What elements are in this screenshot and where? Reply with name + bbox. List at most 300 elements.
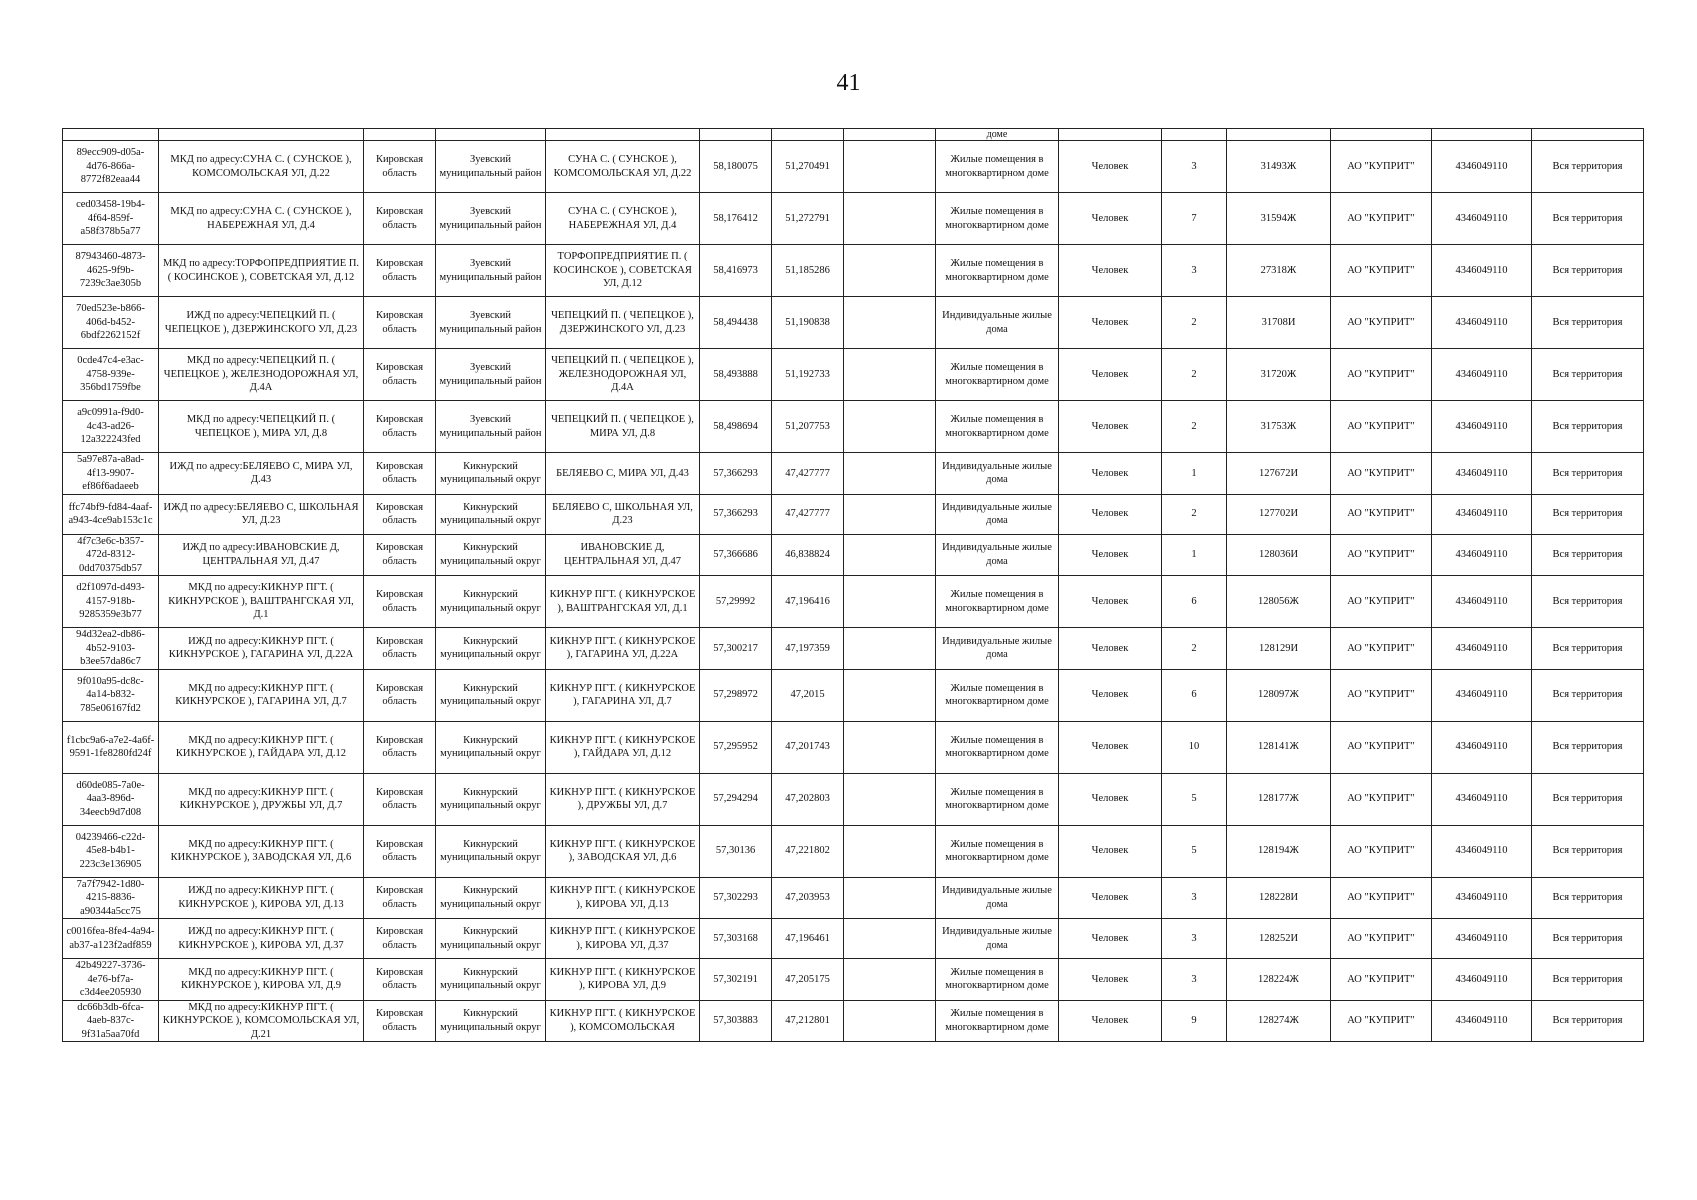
address-cell: КИКНУР ПГТ. ( КИКНУРСКОЕ ), ГАЙДАРА УЛ, Д.12	[546, 721, 700, 773]
object-code-cell: 31753Ж	[1227, 401, 1331, 453]
object-code-cell: 128252И	[1227, 919, 1331, 959]
latitude-cell: 57,29992	[700, 576, 772, 628]
empty-cell	[844, 534, 936, 576]
inn-cell: 4346049110	[1432, 919, 1532, 959]
latitude-cell: 58,494438	[700, 297, 772, 349]
object-type-cell: Жилые помещения в многоквартирном доме	[936, 825, 1059, 877]
object-code-cell: 31493Ж	[1227, 141, 1331, 193]
longitude-cell: 47,197359	[772, 628, 844, 670]
record-id-cell: d2f1097d-d493-4157-918b-9285359e3b77	[63, 576, 159, 628]
object-code-cell: 127672И	[1227, 453, 1331, 495]
longitude-cell: 47,212801	[772, 1000, 844, 1042]
header-cell	[159, 129, 364, 141]
organization-cell: АО "КУПРИТ"	[1331, 721, 1432, 773]
table-row	[63, 349, 1644, 401]
unit-cell: Человек	[1059, 959, 1162, 1001]
table-row	[63, 401, 1644, 453]
record-id-cell: 9f010a95-dc8c-4a14-b832-785e06167fd2	[63, 669, 159, 721]
inn-cell: 4346049110	[1432, 825, 1532, 877]
organization-cell: АО "КУПРИТ"	[1331, 825, 1432, 877]
region-cell: Кировская область	[364, 193, 436, 245]
table-row	[63, 494, 1644, 534]
unit-cell: Человек	[1059, 494, 1162, 534]
organization-cell: АО "КУПРИТ"	[1331, 919, 1432, 959]
territory-cell: Вся территория	[1532, 959, 1644, 1001]
territory-cell: Вся территория	[1532, 576, 1644, 628]
inn-cell: 4346049110	[1432, 959, 1532, 1001]
unit-cell: Человек	[1059, 669, 1162, 721]
latitude-cell: 58,498694	[700, 401, 772, 453]
table-row	[63, 721, 1644, 773]
latitude-cell: 57,302293	[700, 877, 772, 919]
region-cell: Кировская область	[364, 245, 436, 297]
record-id-cell: 5a97e87a-a8ad-4f13-9907-ef86f6adaeeb	[63, 453, 159, 495]
region-cell: Кировская область	[364, 877, 436, 919]
header-cell	[844, 129, 936, 141]
address-cell: КИКНУР ПГТ. ( КИКНУРСКОЕ ), ВАШТРАНГСКАЯ УЛ, Д.1	[546, 576, 700, 628]
territory-cell: Вся территория	[1532, 349, 1644, 401]
table-row	[63, 534, 1644, 576]
table-row	[63, 297, 1644, 349]
longitude-cell: 47,196416	[772, 576, 844, 628]
inn-cell: 4346049110	[1432, 628, 1532, 670]
region-cell: Кировская область	[364, 1000, 436, 1042]
address-cell: СУНА С. ( СУНСКОЕ ), НАБЕРЕЖНАЯ УЛ, Д.4	[546, 193, 700, 245]
header-cell	[364, 129, 436, 141]
object-code-cell: 128228И	[1227, 877, 1331, 919]
object-type-cell: Жилые помещения в многоквартирном доме	[936, 721, 1059, 773]
object-type-cell: Жилые помещения в многоквартирном доме	[936, 401, 1059, 453]
territory-cell: Вся территория	[1532, 773, 1644, 825]
address-cell: КИКНУР ПГТ. ( КИКНУРСКОЕ ), ГАГАРИНА УЛ, Д.7	[546, 669, 700, 721]
latitude-cell: 58,176412	[700, 193, 772, 245]
organization-cell: АО "КУПРИТ"	[1331, 773, 1432, 825]
header-cell	[1059, 129, 1162, 141]
record-id-cell: 0cde47c4-e3ac-4758-939e-356bd1759fbe	[63, 349, 159, 401]
object-name-cell: МКД по адресу:КИКНУР ПГТ. ( КИКНУРСКОЕ ), ЗАВОДСКАЯ УЛ, Д.6	[159, 825, 364, 877]
empty-cell	[844, 919, 936, 959]
count-cell: 2	[1162, 349, 1227, 401]
unit-cell: Человек	[1059, 773, 1162, 825]
inn-cell: 4346049110	[1432, 576, 1532, 628]
organization-cell: АО "КУПРИТ"	[1331, 193, 1432, 245]
object-type-cell: Индивидуальные жилые дома	[936, 453, 1059, 495]
region-cell: Кировская область	[364, 825, 436, 877]
unit-cell: Человек	[1059, 245, 1162, 297]
object-type-cell: Жилые помещения в многоквартирном доме	[936, 141, 1059, 193]
address-cell: ИВАНОВСКИЕ Д, ЦЕНТРАЛЬНАЯ УЛ, Д.47	[546, 534, 700, 576]
object-name-cell: ИЖД по адресу:БЕЛЯЕВО С, ШКОЛЬНАЯ УЛ, Д.23	[159, 494, 364, 534]
territory-cell: Вся территория	[1532, 494, 1644, 534]
object-code-cell: 31708И	[1227, 297, 1331, 349]
district-cell: Кикнурский муниципальный округ	[436, 773, 546, 825]
empty-cell	[844, 877, 936, 919]
header-cell	[772, 129, 844, 141]
object-name-cell: МКД по адресу:КИКНУР ПГТ. ( КИКНУРСКОЕ ), ДРУЖБЫ УЛ, Д.7	[159, 773, 364, 825]
object-name-cell: МКД по адресу:ЧЕПЕЦКИЙ П. ( ЧЕПЕЦКОЕ ), ЖЕЛЕЗНОДОРОЖНАЯ УЛ, Д.4А	[159, 349, 364, 401]
record-id-cell: a9c0991a-f9d0-4c43-ad26-12a322243fed	[63, 401, 159, 453]
table-row	[63, 628, 1644, 670]
address-cell: ТОРФОПРЕДПРИЯТИЕ П. ( КОСИНСКОЕ ), СОВЕТСКАЯ УЛ, Д.12	[546, 245, 700, 297]
object-name-cell: МКД по адресу:КИКНУР ПГТ. ( КИКНУРСКОЕ ), ВАШТРАНГСКАЯ УЛ, Д.1	[159, 576, 364, 628]
longitude-cell: 51,272791	[772, 193, 844, 245]
object-type-cell: Индивидуальные жилые дома	[936, 919, 1059, 959]
record-id-cell: c0016fea-8fe4-4a94-ab37-a123f2adf859	[63, 919, 159, 959]
organization-cell: АО "КУПРИТ"	[1331, 453, 1432, 495]
organization-cell: АО "КУПРИТ"	[1331, 1000, 1432, 1042]
organization-cell: АО "КУПРИТ"	[1331, 349, 1432, 401]
territory-cell: Вся территория	[1532, 628, 1644, 670]
count-cell: 6	[1162, 576, 1227, 628]
count-cell: 1	[1162, 453, 1227, 495]
district-cell: Зуевский муниципальный район	[436, 349, 546, 401]
header-cell	[1227, 129, 1331, 141]
organization-cell: АО "КУПРИТ"	[1331, 494, 1432, 534]
territory-cell: Вся территория	[1532, 877, 1644, 919]
unit-cell: Человек	[1059, 721, 1162, 773]
object-type-cell: Индивидуальные жилые дома	[936, 494, 1059, 534]
district-cell: Кикнурский муниципальный округ	[436, 919, 546, 959]
organization-cell: АО "КУПРИТ"	[1331, 669, 1432, 721]
inn-cell: 4346049110	[1432, 453, 1532, 495]
object-type-cell: Жилые помещения в многоквартирном доме	[936, 576, 1059, 628]
address-cell: КИКНУР ПГТ. ( КИКНУРСКОЕ ), КИРОВА УЛ, Д.37	[546, 919, 700, 959]
territory-cell: Вся территория	[1532, 193, 1644, 245]
object-type-cell: Индивидуальные жилые дома	[936, 628, 1059, 670]
region-cell: Кировская область	[364, 297, 436, 349]
longitude-cell: 46,838824	[772, 534, 844, 576]
record-id-cell: 7a7f7942-1d80-4215-8836-a90344a5cc75	[63, 877, 159, 919]
inn-cell: 4346049110	[1432, 245, 1532, 297]
longitude-cell: 47,427777	[772, 494, 844, 534]
empty-cell	[844, 669, 936, 721]
territory-cell: Вся территория	[1532, 245, 1644, 297]
table-continuation-row	[63, 129, 1644, 141]
region-cell: Кировская область	[364, 721, 436, 773]
object-type-cell: Жилые помещения в многоквартирном доме	[936, 1000, 1059, 1042]
object-code-cell: 31594Ж	[1227, 193, 1331, 245]
longitude-cell: 51,185286	[772, 245, 844, 297]
header-cell	[1331, 129, 1432, 141]
district-cell: Кикнурский муниципальный округ	[436, 959, 546, 1001]
longitude-cell: 47,427777	[772, 453, 844, 495]
count-cell: 5	[1162, 825, 1227, 877]
object-code-cell: 27318Ж	[1227, 245, 1331, 297]
latitude-cell: 58,416973	[700, 245, 772, 297]
record-id-cell: 89ecc909-d05a-4d76-866a-8772f82eaa44	[63, 141, 159, 193]
table-row	[63, 453, 1644, 495]
territory-cell: Вся территория	[1532, 453, 1644, 495]
region-cell: Кировская область	[364, 773, 436, 825]
region-cell: Кировская область	[364, 349, 436, 401]
latitude-cell: 57,295952	[700, 721, 772, 773]
latitude-cell: 58,493888	[700, 349, 772, 401]
object-type-cell: Жилые помещения в многоквартирном доме	[936, 245, 1059, 297]
object-code-cell: 128224Ж	[1227, 959, 1331, 1001]
district-cell: Кикнурский муниципальный округ	[436, 534, 546, 576]
object-type-cell: Индивидуальные жилые дома	[936, 297, 1059, 349]
inn-cell: 4346049110	[1432, 721, 1532, 773]
record-id-cell: ced03458-19b4-4f64-859f-a58f378b5a77	[63, 193, 159, 245]
unit-cell: Человек	[1059, 141, 1162, 193]
unit-cell: Человек	[1059, 193, 1162, 245]
territory-cell: Вся территория	[1532, 721, 1644, 773]
count-cell: 3	[1162, 245, 1227, 297]
organization-cell: АО "КУПРИТ"	[1331, 534, 1432, 576]
table-row	[63, 141, 1644, 193]
count-cell: 2	[1162, 494, 1227, 534]
count-cell: 9	[1162, 1000, 1227, 1042]
organization-cell: АО "КУПРИТ"	[1331, 245, 1432, 297]
district-cell: Кикнурский муниципальный округ	[436, 628, 546, 670]
district-cell: Кикнурский муниципальный округ	[436, 721, 546, 773]
table-row	[63, 669, 1644, 721]
count-cell: 2	[1162, 297, 1227, 349]
district-cell: Кикнурский муниципальный округ	[436, 669, 546, 721]
address-cell: БЕЛЯЕВО С, ШКОЛЬНАЯ УЛ, Д.23	[546, 494, 700, 534]
table-row	[63, 919, 1644, 959]
table-row	[63, 193, 1644, 245]
latitude-cell: 57,366293	[700, 494, 772, 534]
empty-cell	[844, 401, 936, 453]
region-cell: Кировская область	[364, 919, 436, 959]
unit-cell: Человек	[1059, 919, 1162, 959]
longitude-cell: 51,192733	[772, 349, 844, 401]
latitude-cell: 57,294294	[700, 773, 772, 825]
inn-cell: 4346049110	[1432, 297, 1532, 349]
object-type-cell: Жилые помещения в многоквартирном доме	[936, 669, 1059, 721]
organization-cell: АО "КУПРИТ"	[1331, 576, 1432, 628]
territory-cell: Вся территория	[1532, 919, 1644, 959]
record-id-cell: ffc74bf9-fd84-4aaf-a943-4ce9ab153c1c	[63, 494, 159, 534]
address-cell: КИКНУР ПГТ. ( КИКНУРСКОЕ ), КИРОВА УЛ, Д.9	[546, 959, 700, 1001]
count-cell: 3	[1162, 141, 1227, 193]
object-name-cell: МКД по адресу:СУНА С. ( СУНСКОЕ ), КОМСОМОЛЬСКАЯ УЛ, Д.22	[159, 141, 364, 193]
record-id-cell: d60de085-7a0e-4aa3-896d-34eecb9d7d08	[63, 773, 159, 825]
organization-cell: АО "КУПРИТ"	[1331, 401, 1432, 453]
object-name-cell: ИЖД по адресу:ИВАНОВСКИЕ Д, ЦЕНТРАЛЬНАЯ УЛ, Д.47	[159, 534, 364, 576]
count-cell: 2	[1162, 628, 1227, 670]
count-cell: 10	[1162, 721, 1227, 773]
header-cell	[1432, 129, 1532, 141]
address-cell: КИКНУР ПГТ. ( КИКНУРСКОЕ ), КОМСОМОЛЬСКАЯ	[546, 1000, 700, 1042]
object-name-cell: МКД по адресу:ЧЕПЕЦКИЙ П. ( ЧЕПЕЦКОЕ ), МИРА УЛ, Д.8	[159, 401, 364, 453]
longitude-cell: 47,201743	[772, 721, 844, 773]
latitude-cell: 57,366293	[700, 453, 772, 495]
count-cell: 5	[1162, 773, 1227, 825]
unit-cell: Человек	[1059, 877, 1162, 919]
table-row	[63, 1000, 1644, 1042]
organization-cell: АО "КУПРИТ"	[1331, 877, 1432, 919]
latitude-cell: 57,366686	[700, 534, 772, 576]
count-cell: 3	[1162, 959, 1227, 1001]
object-code-cell: 128097Ж	[1227, 669, 1331, 721]
region-cell: Кировская область	[364, 669, 436, 721]
district-cell: Зуевский муниципальный район	[436, 401, 546, 453]
object-name-cell: ИЖД по адресу:КИКНУР ПГТ. ( КИКНУРСКОЕ ), КИРОВА УЛ, Д.37	[159, 919, 364, 959]
longitude-cell: 47,221802	[772, 825, 844, 877]
region-cell: Кировская область	[364, 628, 436, 670]
address-cell: ЧЕПЕЦКИЙ П. ( ЧЕПЕЦКОЕ ), ЖЕЛЕЗНОДОРОЖНАЯ УЛ, Д.4А	[546, 349, 700, 401]
record-id-cell: 04239466-c22d-45e8-b4b1-223c3e136905	[63, 825, 159, 877]
object-name-cell: МКД по адресу:КИКНУР ПГТ. ( КИКНУРСКОЕ ), КОМСОМОЛЬСКАЯ УЛ, Д.21	[159, 1000, 364, 1042]
inn-cell: 4346049110	[1432, 1000, 1532, 1042]
address-cell: КИКНУР ПГТ. ( КИКНУРСКОЕ ), КИРОВА УЛ, Д.13	[546, 877, 700, 919]
table-row	[63, 773, 1644, 825]
object-code-cell: 128036И	[1227, 534, 1331, 576]
organization-cell: АО "КУПРИТ"	[1331, 959, 1432, 1001]
inn-cell: 4346049110	[1432, 349, 1532, 401]
table-row	[63, 245, 1644, 297]
latitude-cell: 57,30136	[700, 825, 772, 877]
address-cell: ЧЕПЕЦКИЙ П. ( ЧЕПЕЦКОЕ ), МИРА УЛ, Д.8	[546, 401, 700, 453]
organization-cell: АО "КУПРИТ"	[1331, 141, 1432, 193]
longitude-cell: 51,270491	[772, 141, 844, 193]
territory-cell: Вся территория	[1532, 297, 1644, 349]
district-cell: Зуевский муниципальный район	[436, 297, 546, 349]
object-name-cell: ИЖД по адресу:БЕЛЯЕВО С, МИРА УЛ, Д.43	[159, 453, 364, 495]
region-cell: Кировская область	[364, 401, 436, 453]
address-cell: КИКНУР ПГТ. ( КИКНУРСКОЕ ), ЗАВОДСКАЯ УЛ, Д.6	[546, 825, 700, 877]
unit-cell: Человек	[1059, 1000, 1162, 1042]
latitude-cell: 57,303168	[700, 919, 772, 959]
district-cell: Кикнурский муниципальный округ	[436, 494, 546, 534]
table-row	[63, 877, 1644, 919]
address-cell: КИКНУР ПГТ. ( КИКНУРСКОЕ ), ГАГАРИНА УЛ, Д.22А	[546, 628, 700, 670]
territory-cell: Вся территория	[1532, 534, 1644, 576]
region-cell: Кировская область	[364, 453, 436, 495]
object-code-cell: 128056Ж	[1227, 576, 1331, 628]
object-name-cell: МКД по адресу:ТОРФОПРЕДПРИЯТИЕ П. ( КОСИНСКОЕ ), СОВЕТСКАЯ УЛ, Д.12	[159, 245, 364, 297]
region-cell: Кировская область	[364, 534, 436, 576]
address-cell: СУНА С. ( СУНСКОЕ ), КОМСОМОЛЬСКАЯ УЛ, Д.22	[546, 141, 700, 193]
territory-cell: Вся территория	[1532, 141, 1644, 193]
unit-cell: Человек	[1059, 628, 1162, 670]
latitude-cell: 57,298972	[700, 669, 772, 721]
longitude-cell: 47,203953	[772, 877, 844, 919]
header-cell	[700, 129, 772, 141]
record-id-cell: dc66b3db-6fca-4aeb-837c-9f31a5aa70fd	[63, 1000, 159, 1042]
longitude-cell: 47,205175	[772, 959, 844, 1001]
empty-cell	[844, 245, 936, 297]
header-cell	[1532, 129, 1644, 141]
object-type-tail-cell: доме	[936, 129, 1059, 141]
object-code-cell: 31720Ж	[1227, 349, 1331, 401]
inn-cell: 4346049110	[1432, 193, 1532, 245]
territory-cell: Вся территория	[1532, 669, 1644, 721]
object-code-cell: 128194Ж	[1227, 825, 1331, 877]
inn-cell: 4346049110	[1432, 401, 1532, 453]
latitude-cell: 58,180075	[700, 141, 772, 193]
object-name-cell: МКД по адресу:КИКНУР ПГТ. ( КИКНУРСКОЕ ), КИРОВА УЛ, Д.9	[159, 959, 364, 1001]
territory-cell: Вся территория	[1532, 401, 1644, 453]
count-cell: 2	[1162, 401, 1227, 453]
region-cell: Кировская область	[364, 959, 436, 1001]
object-name-cell: ИЖД по адресу:КИКНУР ПГТ. ( КИКНУРСКОЕ ), ГАГАРИНА УЛ, Д.22А	[159, 628, 364, 670]
record-id-cell: 70ed523e-b866-406d-b452-6bdf2262152f	[63, 297, 159, 349]
header-cell	[436, 129, 546, 141]
organization-cell: АО "КУПРИТ"	[1331, 297, 1432, 349]
inn-cell: 4346049110	[1432, 534, 1532, 576]
object-type-cell: Жилые помещения в многоквартирном доме	[936, 193, 1059, 245]
longitude-cell: 51,207753	[772, 401, 844, 453]
empty-cell	[844, 193, 936, 245]
empty-cell	[844, 297, 936, 349]
record-id-cell: 4f7c3e6c-b357-472d-8312-0dd70375db57	[63, 534, 159, 576]
organization-cell: АО "КУПРИТ"	[1331, 628, 1432, 670]
count-cell: 1	[1162, 534, 1227, 576]
object-name-cell: ИЖД по адресу:КИКНУР ПГТ. ( КИКНУРСКОЕ ), КИРОВА УЛ, Д.13	[159, 877, 364, 919]
unit-cell: Человек	[1059, 576, 1162, 628]
table-row	[63, 959, 1644, 1001]
empty-cell	[844, 773, 936, 825]
object-code-cell: 128274Ж	[1227, 1000, 1331, 1042]
count-cell: 7	[1162, 193, 1227, 245]
count-cell: 6	[1162, 669, 1227, 721]
record-id-cell: 87943460-4873-4625-9f9b-7239c3ae305b	[63, 245, 159, 297]
record-id-cell: 42b49227-3736-4e76-bf7a-c3d4ee205930	[63, 959, 159, 1001]
object-name-cell: МКД по адресу:СУНА С. ( СУНСКОЕ ), НАБЕРЕЖНАЯ УЛ, Д.4	[159, 193, 364, 245]
territory-cell: Вся территория	[1532, 825, 1644, 877]
district-cell: Зуевский муниципальный район	[436, 193, 546, 245]
object-code-cell: 128141Ж	[1227, 721, 1331, 773]
object-code-cell: 128129И	[1227, 628, 1331, 670]
empty-cell	[844, 721, 936, 773]
territory-cell: Вся территория	[1532, 1000, 1644, 1042]
empty-cell	[844, 576, 936, 628]
inn-cell: 4346049110	[1432, 669, 1532, 721]
longitude-cell: 51,190838	[772, 297, 844, 349]
object-type-cell: Индивидуальные жилые дома	[936, 534, 1059, 576]
unit-cell: Человек	[1059, 349, 1162, 401]
district-cell: Кикнурский муниципальный округ	[436, 825, 546, 877]
inn-cell: 4346049110	[1432, 494, 1532, 534]
inn-cell: 4346049110	[1432, 773, 1532, 825]
unit-cell: Человек	[1059, 401, 1162, 453]
object-type-cell: Жилые помещения в многоквартирном доме	[936, 773, 1059, 825]
record-id-cell: f1cbc9a6-a7e2-4a6f-9591-1fe8280fd24f	[63, 721, 159, 773]
district-cell: Кикнурский муниципальный округ	[436, 1000, 546, 1042]
longitude-cell: 47,2015	[772, 669, 844, 721]
header-cell	[63, 129, 159, 141]
longitude-cell: 47,196461	[772, 919, 844, 959]
region-cell: Кировская область	[364, 576, 436, 628]
object-name-cell: ИЖД по адресу:ЧЕПЕЦКИЙ П. ( ЧЕПЕЦКОЕ ), ДЗЕРЖИНСКОГО УЛ, Д.23	[159, 297, 364, 349]
latitude-cell: 57,302191	[700, 959, 772, 1001]
empty-cell	[844, 494, 936, 534]
unit-cell: Человек	[1059, 453, 1162, 495]
district-cell: Кикнурский муниципальный округ	[436, 576, 546, 628]
unit-cell: Человек	[1059, 297, 1162, 349]
object-type-cell: Жилые помещения в многоквартирном доме	[936, 349, 1059, 401]
region-cell: Кировская область	[364, 494, 436, 534]
table-row	[63, 576, 1644, 628]
empty-cell	[844, 825, 936, 877]
unit-cell: Человек	[1059, 825, 1162, 877]
district-cell: Кикнурский муниципальный округ	[436, 877, 546, 919]
district-cell: Зуевский муниципальный район	[436, 245, 546, 297]
address-cell: КИКНУР ПГТ. ( КИКНУРСКОЕ ), ДРУЖБЫ УЛ, Д.7	[546, 773, 700, 825]
count-cell: 3	[1162, 877, 1227, 919]
address-cell: БЕЛЯЕВО С, МИРА УЛ, Д.43	[546, 453, 700, 495]
object-name-cell: МКД по адресу:КИКНУР ПГТ. ( КИКНУРСКОЕ ), ГАЙДАРА УЛ, Д.12	[159, 721, 364, 773]
region-cell: Кировская область	[364, 141, 436, 193]
unit-cell: Человек	[1059, 534, 1162, 576]
district-cell: Зуевский муниципальный район	[436, 141, 546, 193]
empty-cell	[844, 1000, 936, 1042]
empty-cell	[844, 453, 936, 495]
object-code-cell: 127702И	[1227, 494, 1331, 534]
